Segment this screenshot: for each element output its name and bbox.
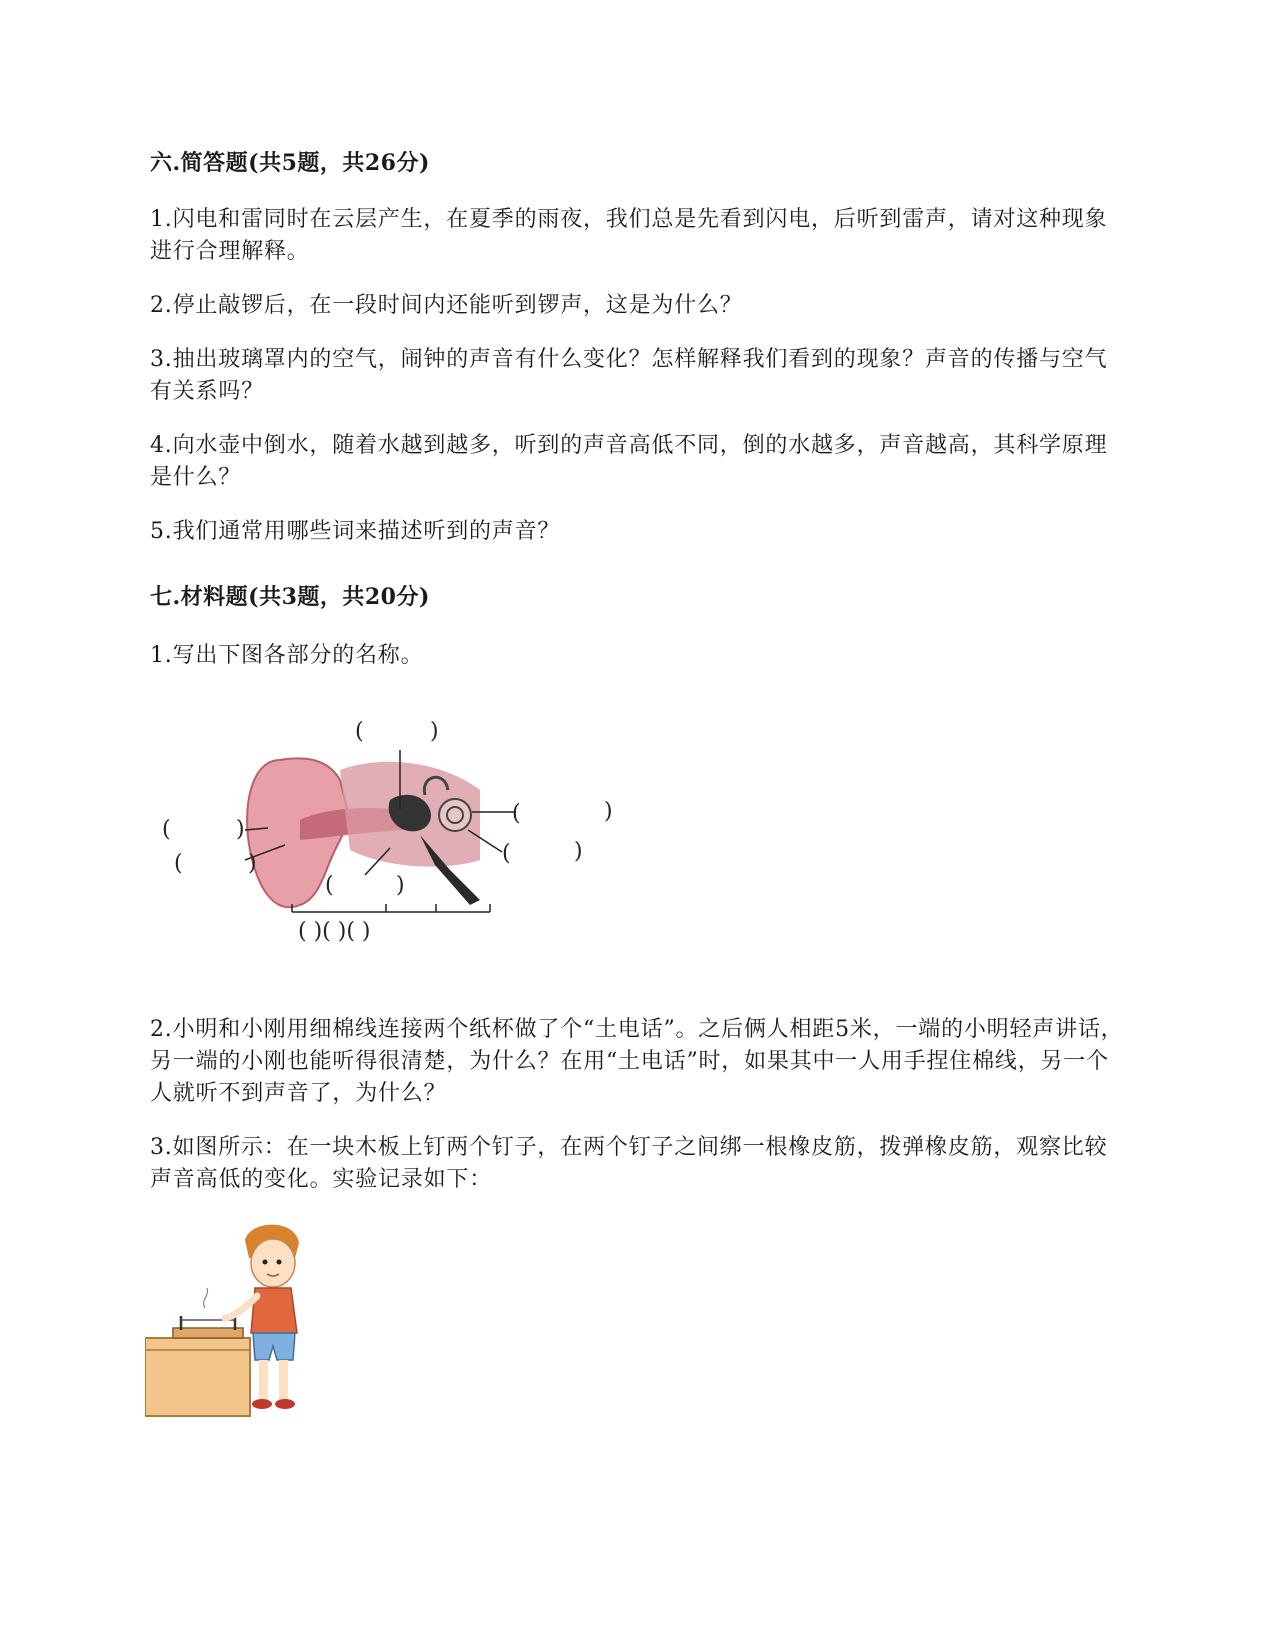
question-7-1: 1.写出下图各部分的名称。 xyxy=(150,643,424,668)
label-top-close: ) xyxy=(430,719,439,744)
question-7-2: 2.小明和小刚用细棉线连接两个纸杯做了个“土电话”。之后俩人相距5米，一端的小明轻声讲话，另一端的小刚也能听得很清楚，为什么？在用“土电话”时，如果其中一人用手捏住棉线，另一个人就听不到声音了，为什么？ xyxy=(150,1017,1124,1106)
label-mid-open: ( xyxy=(325,873,334,898)
boy-leg-left xyxy=(259,1360,268,1400)
question-7-3: 3.如图所示：在一块木板上钉两个钉子，在两个钉子之间绑一根橡皮筋，拨弹橡皮筋，观察比较声音高低的变化。实验记录如下： xyxy=(150,1135,1108,1192)
boy-shorts xyxy=(253,1333,295,1360)
ear-diagram xyxy=(150,700,640,960)
boy-shoe-left xyxy=(252,1399,272,1409)
boy-leg-right xyxy=(279,1360,288,1400)
boy-shoe-right xyxy=(275,1399,295,1409)
label-right1-close: ) xyxy=(604,799,613,824)
label-left1-close: ) xyxy=(236,817,245,842)
label-bottom-row: ( )( )( ) xyxy=(298,919,371,944)
question-6-2: 2.停止敲锣后，在一段时间内还能听到锣声，这是为什么？ xyxy=(150,293,743,318)
label-left2-open: ( xyxy=(174,851,183,876)
question-6-1: 1.闪电和雷同时在云层产生，在夏季的雨夜，我们总是先看到闪电，后听到雷声，请对这种现象进行合理解释。 xyxy=(150,207,1108,264)
section-6-title: 六.简答题(共5题，共26分) xyxy=(150,150,430,176)
question-6-4: 4.向水壶中倒水，随着水越到越多，听到的声音高低不同，倒的水越多，声音越高，其科学原理是什么？ xyxy=(150,433,1108,490)
label-right1-open: ( xyxy=(512,801,521,826)
label-left2-close: ) xyxy=(248,851,257,876)
boy-rubber-band-illustration xyxy=(145,1218,305,1418)
label-right2-open: ( xyxy=(502,841,511,866)
boy-face xyxy=(251,1239,295,1287)
wooden-board xyxy=(173,1328,243,1338)
question-6-3: 3.抽出玻璃罩内的空气，闹钟的声音有什么变化？怎样解释我们看到的现象？声音的传播与空气有关系吗？ xyxy=(150,347,1108,404)
question-6-5: 5.我们通常用哪些词来描述听到的声音？ xyxy=(150,519,561,544)
label-right2-close: ) xyxy=(574,839,583,864)
cochlea-shape xyxy=(439,799,471,831)
section-7-title: 七.材料题(共3题，共20分) xyxy=(150,584,430,610)
label-mid-close: ) xyxy=(396,873,405,898)
label-top-open: ( xyxy=(355,719,364,744)
label-left1-open: ( xyxy=(162,817,171,842)
